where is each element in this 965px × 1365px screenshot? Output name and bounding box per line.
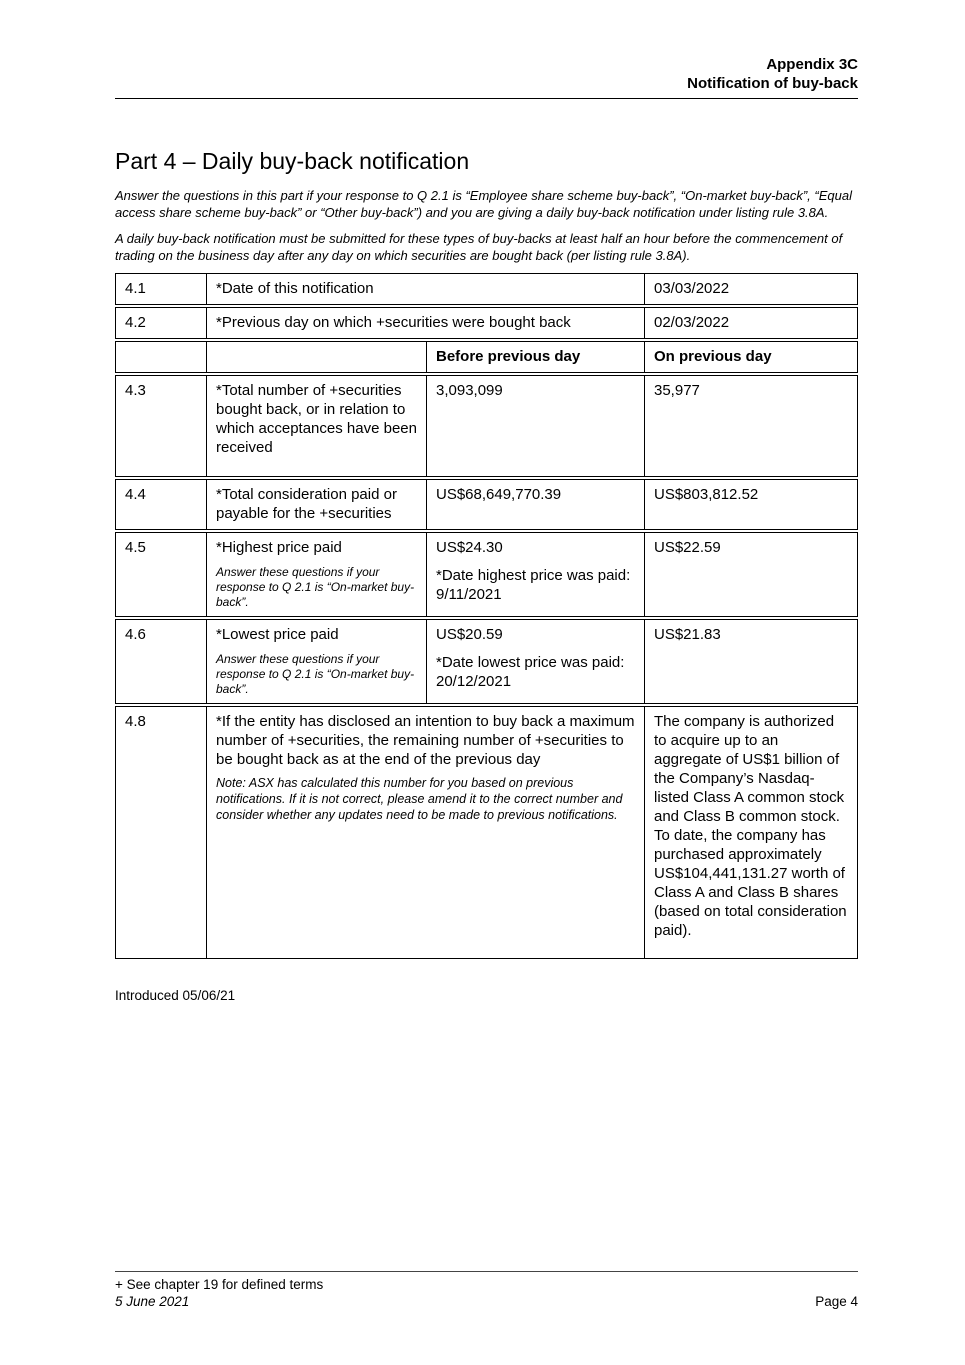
item-label-note: Answer these questions if your response to Q 2.1 is “On-market buy-back”. <box>216 652 415 696</box>
intro-paragraph-1: Answer the questions in this part if your response to Q 2.1 is “Employee share scheme buy-back”, “On-market buy-back”, “Equal access share scheme buy-back” or “Other buy-back”) and you are giving a daily buy-back notification under listing rule 3.8A. <box>115 188 852 220</box>
empty-cell <box>206 342 426 372</box>
item-label: *Lowest price paid <box>216 626 339 643</box>
table-row-4-1 <box>115 273 858 305</box>
item-number: 4.3 <box>125 382 146 399</box>
introduced-note: Introduced 05/06/21 <box>115 988 236 1003</box>
item-number: 4.2 <box>125 314 146 331</box>
item-number: 4.5 <box>125 539 146 556</box>
value-before-previous-day: US$20.59 <box>436 626 503 643</box>
page-content <box>115 0 858 1003</box>
header-divider <box>115 98 858 99</box>
page-footer <box>115 1271 858 1310</box>
table-row-4-8 <box>115 706 858 959</box>
footer-divider <box>115 1271 858 1272</box>
item-label-cell <box>206 620 426 703</box>
table-row-4-6 <box>115 619 858 704</box>
empty-cell <box>116 342 206 372</box>
buyback-table <box>115 273 858 959</box>
item-number: 4.1 <box>125 280 146 297</box>
appendix-title: Appendix 3C <box>766 56 858 73</box>
item-label-cell <box>206 707 644 958</box>
appendix-subtitle: Notification of buy-back <box>687 75 858 92</box>
item-label-note: Answer these questions if your response to Q 2.1 is “On-market buy-back”. <box>216 565 415 609</box>
table-row-4-4 <box>115 479 858 530</box>
value-on-previous-day: US$21.83 <box>644 620 857 703</box>
date-lowest-price-paid: *Date lowest price was paid: 20/12/2021 <box>436 654 625 690</box>
footer-date: 5 June 2021 <box>115 1294 190 1309</box>
defined-terms-note: + See chapter 19 for defined terms <box>115 1277 324 1292</box>
value-before-previous-day: US$68,649,770.39 <box>426 480 644 529</box>
item-value: 02/03/2022 <box>644 308 857 338</box>
item-label-note: Note: ASX has calculated this number for you based on previous notifications. If it is not correct, please amend it to the correct number and consider whether any updates need to be made to previous notifications. <box>216 776 623 822</box>
value-before-previous-day-cell <box>426 533 644 616</box>
value-before-previous-day-cell <box>426 620 644 703</box>
part-title: Part 4 – Daily buy-back notification <box>115 148 470 174</box>
item-label-cell <box>206 533 426 616</box>
value-on-previous-day: US$803,812.52 <box>644 480 857 529</box>
item-number: 4.8 <box>125 713 146 730</box>
value-on-previous-day: US$22.59 <box>644 533 857 616</box>
value-before-previous-day: 3,093,099 <box>426 376 644 476</box>
intro-paragraph-2: A daily buy-back notification must be submitted for these types of buy-backs at least half an hour before the commencement of trading on the business day after any day on which securities are bought back (per listing rule 3.8A). <box>115 231 843 263</box>
item-number: 4.4 <box>125 486 146 503</box>
page-number: Page 4 <box>815 1294 858 1309</box>
column-header-before: Before previous day <box>426 342 644 372</box>
document-header <box>115 0 858 99</box>
item-label: *If the entity has disclosed an intention to buy back a maximum number of +securities, the remaining number of +securities to be bought back as at the end of the previous day <box>216 713 635 768</box>
table-row-4-5 <box>115 532 858 617</box>
value-before-previous-day: US$24.30 <box>436 539 503 556</box>
item-label: *Total number of +securities bought back, or in relation to which acceptances have been received <box>206 376 426 476</box>
item-label: *Highest price paid <box>216 539 342 556</box>
item-label: *Previous day on which +securities were bought back <box>206 308 644 338</box>
table-row-4-3 <box>115 375 858 477</box>
date-highest-price-paid: *Date highest price was paid: 9/11/2021 <box>436 567 631 603</box>
intro-paragraphs <box>115 187 858 264</box>
table-row-4-2 <box>115 307 858 339</box>
footer-bottom-line <box>115 1293 858 1310</box>
item-label: *Total consideration paid or payable for the +securities <box>206 480 426 529</box>
item-value: 03/03/2022 <box>644 274 857 304</box>
column-header-on: On previous day <box>644 342 857 372</box>
remaining-buyback-statement: The company is authorized to acquire up to an aggregate of US$1 billion of the Company’s Nasdaq-listed Class A common stock and Class B common stock. To date, the company has purchased approximately US$104,441,131.27 worth of Class A and Class B shares (based on total consideration paid). <box>644 707 857 958</box>
item-number: 4.6 <box>125 626 146 643</box>
item-label: *Date of this notification <box>206 274 644 304</box>
table-header-row <box>115 341 858 373</box>
value-on-previous-day: 35,977 <box>644 376 857 476</box>
